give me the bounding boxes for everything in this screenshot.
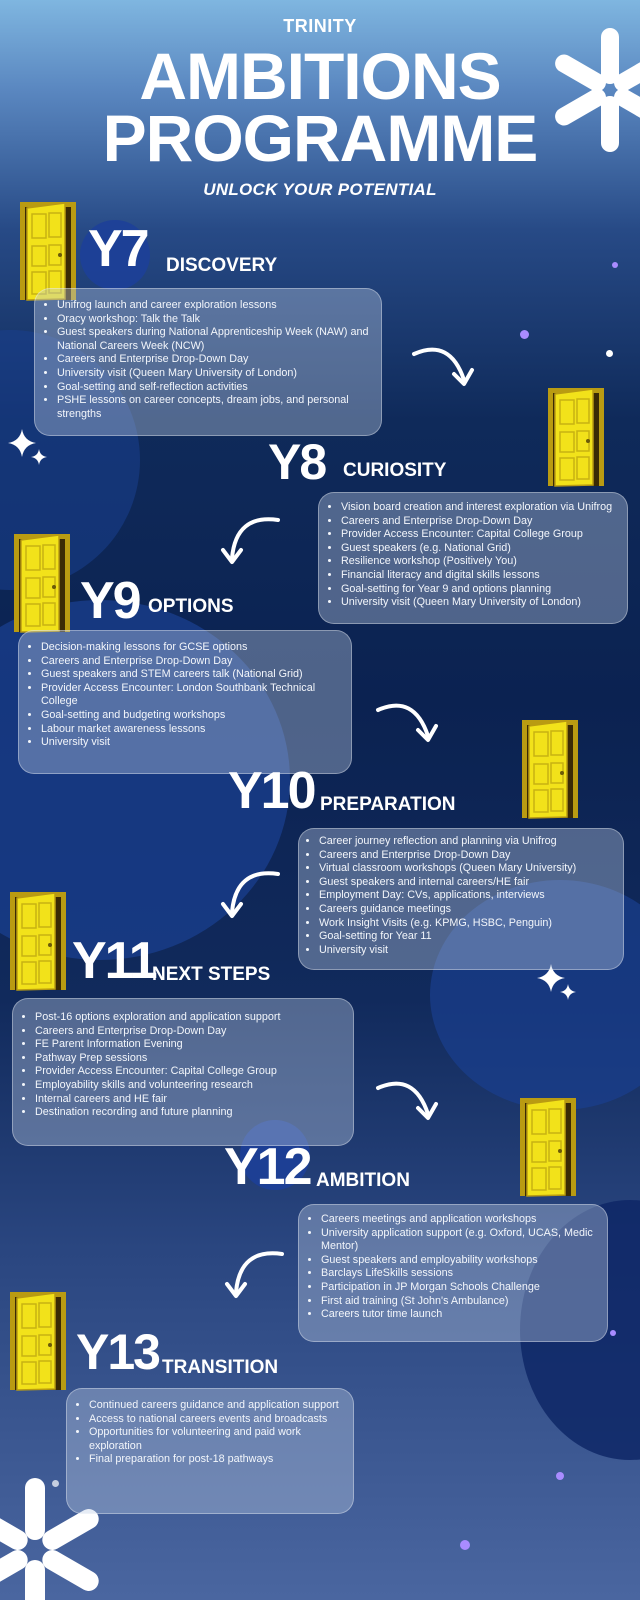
activity-item: • Provider Access Encounter: London Southbank Technical College — [41, 682, 343, 709]
activity-item: • Resilience workshop (Positively You) — [341, 555, 623, 569]
activity-item: • Careers meetings and application workshops — [321, 1213, 601, 1227]
curved-arrow-icon — [374, 1074, 446, 1140]
activity-item: • Careers tutor time launch — [321, 1308, 601, 1322]
curved-arrow-icon — [374, 696, 446, 762]
activity-item: • Goal-setting for Year 9 and options planning — [341, 583, 623, 597]
activity-item: • Employment Day: CVs, applications, interviews — [319, 889, 617, 903]
door-icon — [18, 200, 80, 302]
year-label-y8: Y8 — [268, 434, 326, 490]
activity-item: • Pathway Prep sessions — [35, 1052, 345, 1066]
activity-item: • Careers and Enterprise Drop-Down Day — [341, 515, 623, 529]
year-label-y10: Y10 — [228, 762, 315, 820]
decorative-dot — [52, 1480, 59, 1487]
activity-item: • Guest speakers and internal careers/HE fair — [319, 876, 617, 890]
year-heading-y12: AMBITION — [316, 1170, 410, 1191]
door-icon — [12, 532, 74, 634]
activity-list-y9 — [23, 641, 343, 750]
activity-item: • Careers guidance meetings — [319, 903, 617, 917]
door-icon — [8, 1290, 70, 1392]
activity-card-y12 — [298, 1204, 608, 1342]
activity-item: • Career journey reflection and planning via Unifrog — [319, 835, 617, 849]
activity-item: • Access to national careers events and broadcasts — [89, 1413, 347, 1427]
activity-card-y9 — [18, 630, 352, 774]
activity-item: • Guest speakers (e.g. National Grid) — [341, 542, 623, 556]
year-heading-y8: CURIOSITY — [343, 460, 447, 481]
year-label-y11: Y11 — [72, 932, 156, 990]
activity-item: • Careers and Enterprise Drop-Down Day — [319, 849, 617, 863]
year-label-y13: Y13 — [76, 1324, 159, 1380]
curved-arrow-icon — [222, 1246, 288, 1306]
activity-item: • University application support (e.g. Oxford, UCAS, Medic Mentor) — [321, 1227, 601, 1254]
door-icon — [8, 890, 70, 992]
page-title-line-2: PROGRAMME — [102, 101, 538, 175]
activity-item: • Internal careers and HE fair — [35, 1093, 345, 1107]
activity-card-y10 — [298, 828, 624, 970]
activity-card-y7 — [34, 288, 382, 436]
activity-item: • University visit (Queen Mary University of London) — [57, 367, 373, 381]
activity-item: • Goal-setting and budgeting workshops — [41, 709, 343, 723]
decorative-dot — [612, 262, 618, 268]
decorative-dot — [520, 330, 529, 339]
activity-item: • Careers and Enterprise Drop-Down Day — [41, 655, 343, 669]
activity-item: • Financial literacy and digital skills lessons — [341, 569, 623, 583]
door-icon — [520, 718, 582, 820]
year-label-y7: Y7 — [88, 220, 148, 278]
door-icon — [518, 1096, 580, 1198]
activity-item: • Guest speakers during National Apprenticeship Week (NAW) and National Careers Week (NCW) — [57, 326, 373, 353]
activity-item: • Opportunities for volunteering and paid work exploration — [89, 1426, 347, 1453]
curved-arrow-icon — [218, 512, 284, 572]
activity-item: • PSHE lessons on career concepts, dream jobs, and personal strengths — [57, 394, 373, 421]
activity-item: • Continued careers guidance and application support — [89, 1399, 347, 1413]
page-subtitle: UNLOCK YOUR POTENTIAL — [203, 180, 437, 199]
door-icon — [546, 386, 608, 488]
activity-item: • First aid training (St John's Ambulance) — [321, 1295, 601, 1309]
decorative-dot — [460, 1540, 470, 1550]
activity-item: • Goal-setting and self-reflection activities — [57, 381, 373, 395]
decorative-dot — [556, 1472, 564, 1480]
activity-item: • Vision board creation and interest exploration via Unifrog — [341, 501, 623, 515]
programme-kicker: TRINITY — [283, 16, 357, 36]
year-heading-y11: NEXT STEPS — [152, 964, 271, 985]
activity-item: • Decision-making lessons for GCSE options — [41, 641, 343, 655]
activity-item: • University visit (Queen Mary University of London) — [341, 596, 623, 610]
activity-list-y13 — [71, 1399, 347, 1467]
year-label-y9: Y9 — [80, 572, 140, 630]
activity-item: • Post-16 options exploration and application support — [35, 1011, 345, 1025]
activity-item: • Destination recording and future planning — [35, 1106, 345, 1120]
year-heading-y10: PREPARATION — [320, 794, 456, 815]
activity-item: • Virtual classroom workshops (Queen Mary University) — [319, 862, 617, 876]
decorative-dot — [606, 350, 613, 357]
curved-arrow-icon — [410, 340, 482, 406]
year-heading-y7: DISCOVERY — [166, 255, 278, 276]
activity-item: • Oracy workshop: Talk the Talk — [57, 313, 373, 327]
activity-list-y7 — [39, 299, 373, 421]
year-heading-y13: TRANSITION — [162, 1357, 279, 1378]
activity-item: • Careers and Enterprise Drop-Down Day — [35, 1025, 345, 1039]
activity-item: • Unifrog launch and career exploration lessons — [57, 299, 373, 313]
activity-item: • Provider Access Encounter: Capital College Group — [35, 1065, 345, 1079]
activity-list-y10 — [301, 835, 617, 957]
activity-item: • FE Parent Information Evening — [35, 1038, 345, 1052]
activity-item: • Guest speakers and employability workshops — [321, 1254, 601, 1268]
year-label-y12: Y12 — [224, 1138, 311, 1196]
activity-item: • Goal-setting for Year 11 — [319, 930, 617, 944]
activity-list-y11 — [17, 1011, 345, 1120]
activity-item: • University visit — [319, 944, 617, 958]
activity-item: • Barclays LifeSkills sessions — [321, 1267, 601, 1281]
activity-card-y11 — [12, 998, 354, 1146]
activity-item: • University visit — [41, 736, 343, 750]
activity-card-y8 — [318, 492, 628, 624]
activity-item: • Provider Access Encounter: Capital College Group — [341, 528, 623, 542]
activity-item: • Guest speakers and STEM careers talk (National Grid) — [41, 668, 343, 682]
activity-item: • Employability skills and volunteering research — [35, 1079, 345, 1093]
activity-list-y8 — [323, 501, 623, 610]
activity-item: • Participation in JP Morgan Schools Challenge — [321, 1281, 601, 1295]
activity-card-y13 — [66, 1388, 354, 1514]
activity-item: • Careers and Enterprise Drop-Down Day — [57, 353, 373, 367]
page-title-line-1: AMBITIONS — [139, 39, 501, 113]
decorative-dot — [610, 1330, 616, 1336]
curved-arrow-icon — [218, 866, 284, 926]
activity-item: • Final preparation for post-18 pathways — [89, 1453, 347, 1467]
activity-list-y12 — [303, 1213, 601, 1322]
activity-item: • Work Insight Visits (e.g. KPMG, HSBC, Penguin) — [319, 917, 617, 931]
activity-item: • Labour market awareness lessons — [41, 723, 343, 737]
year-heading-y9: OPTIONS — [148, 596, 234, 617]
